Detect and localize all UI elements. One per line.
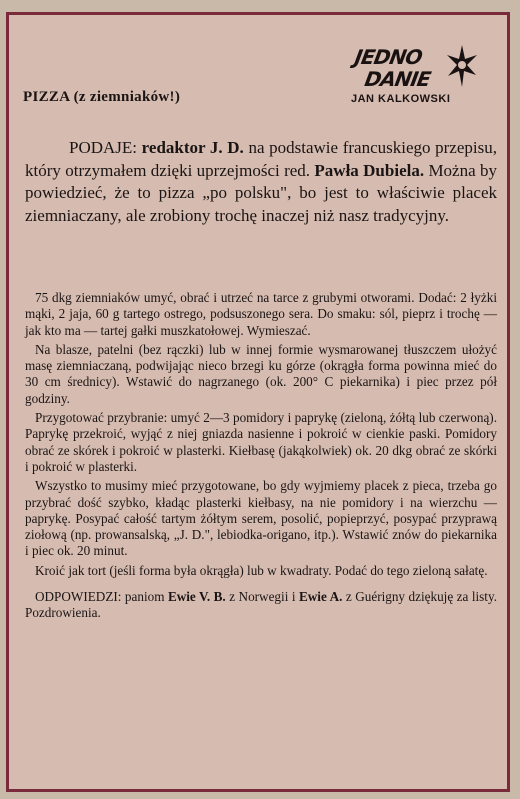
recipe-body bbox=[25, 290, 497, 625]
closing-text-1: ODPOWIEDZI: paniom bbox=[35, 589, 168, 605]
column-author: JAN KALKOWSKI bbox=[351, 93, 451, 105]
recipe-column bbox=[6, 12, 510, 792]
intro-text-3: Można by powiedzieć, że to pizza „po polsku", bo jest to właściwie placek ziemniaczany, ale zrobiony trochę inaczej niż nasz tradycyjny. bbox=[25, 160, 498, 225]
recipe-title: PIZZA (z ziemniaków!) bbox=[23, 89, 181, 105]
recipe-paragraph: 75 dkg ziemniaków umyć, obrać i utrzeć na tarce z grubymi otworami. Dodać: 2 łyżki mąki, 2 jaja, 60 g tartego ostrego, podsuszonego sera. Do smaku: sól, pieprz i trochę — jak kto ma — tartej gałki muszkatołowej. Wymieszać. bbox=[25, 290, 497, 338]
recipe-paragraph: Przygotować przybranie: umyć 2—3 pomidory i paprykę (zieloną, żółtą lub czerwoną). Paprykę przekroić, wyjąć z niej gniazda nasienne i pokroić w cienkie paski. Pomidory obrać ze skórek i pokroić w plasterki. Kiełbasę (jakąkolwiek) ok. 20 dkg obrać ze skórki i pokroić w plasterki. bbox=[25, 410, 497, 474]
intro-bold-editor: redaktor J. D. bbox=[141, 138, 244, 157]
closing-text-2: z Norwegii i bbox=[225, 589, 299, 605]
intro-text-1: PODAJE: bbox=[69, 138, 142, 157]
closing-text-3: z Guérigny dziękuję za listy. Pozdrowienia. bbox=[25, 589, 497, 621]
cutlery-star-icon bbox=[447, 45, 477, 91]
logo-word-danie: DANIE bbox=[362, 67, 433, 91]
closing-paragraph bbox=[25, 589, 497, 622]
intro-bold-name: Pawła Dubiela. bbox=[314, 160, 425, 180]
recipe-paragraph: Kroić jak tort (jeśli forma była okrągła) lub w kwadraty. Podać do tego zieloną sałatę. bbox=[35, 562, 488, 578]
intro-text-2: na podstawie francuskiego przepisu, który otrzymałem dzięki uprzejmości red. bbox=[25, 138, 497, 180]
closing-bold-2: Ewie A. bbox=[298, 589, 343, 605]
logo-word-jedno: JEDNO bbox=[352, 45, 424, 69]
recipe-paragraph: Na blasze, patelni (bez rączki) lub w innej formie wysmarowanej tłuszczem ułożyć masę ziemniaczaną, podwijając nieco brzegi ku górze (okrągła forma powinna mieć do 30 cm średnicy). Wstawić do nagrzanego (ok. 200° C piekarnika) i piec przez pół godziny. bbox=[25, 341, 497, 406]
intro-paragraph bbox=[25, 137, 497, 227]
column-logo bbox=[351, 41, 481, 121]
recipe-paragraph: Wszystko to musimy mieć przygotowane, bo gdy wyjmiemy placek z pieca, trzeba go przybrać dość szybko, kładąc plasterki kiełbasy, na nie pomidory i na wierzchu — paprykę. Posypać całość tartym żółtym serem, posolić, popieprzyć, posypać przyprawą ziołową (np. prowansalską, „J. D.", lebiodka-origano, itp.). Wstawić znów do piekarnika i piec ok. 20 minut. bbox=[25, 478, 497, 559]
closing-bold-1: Ewie V. B. bbox=[167, 589, 226, 605]
